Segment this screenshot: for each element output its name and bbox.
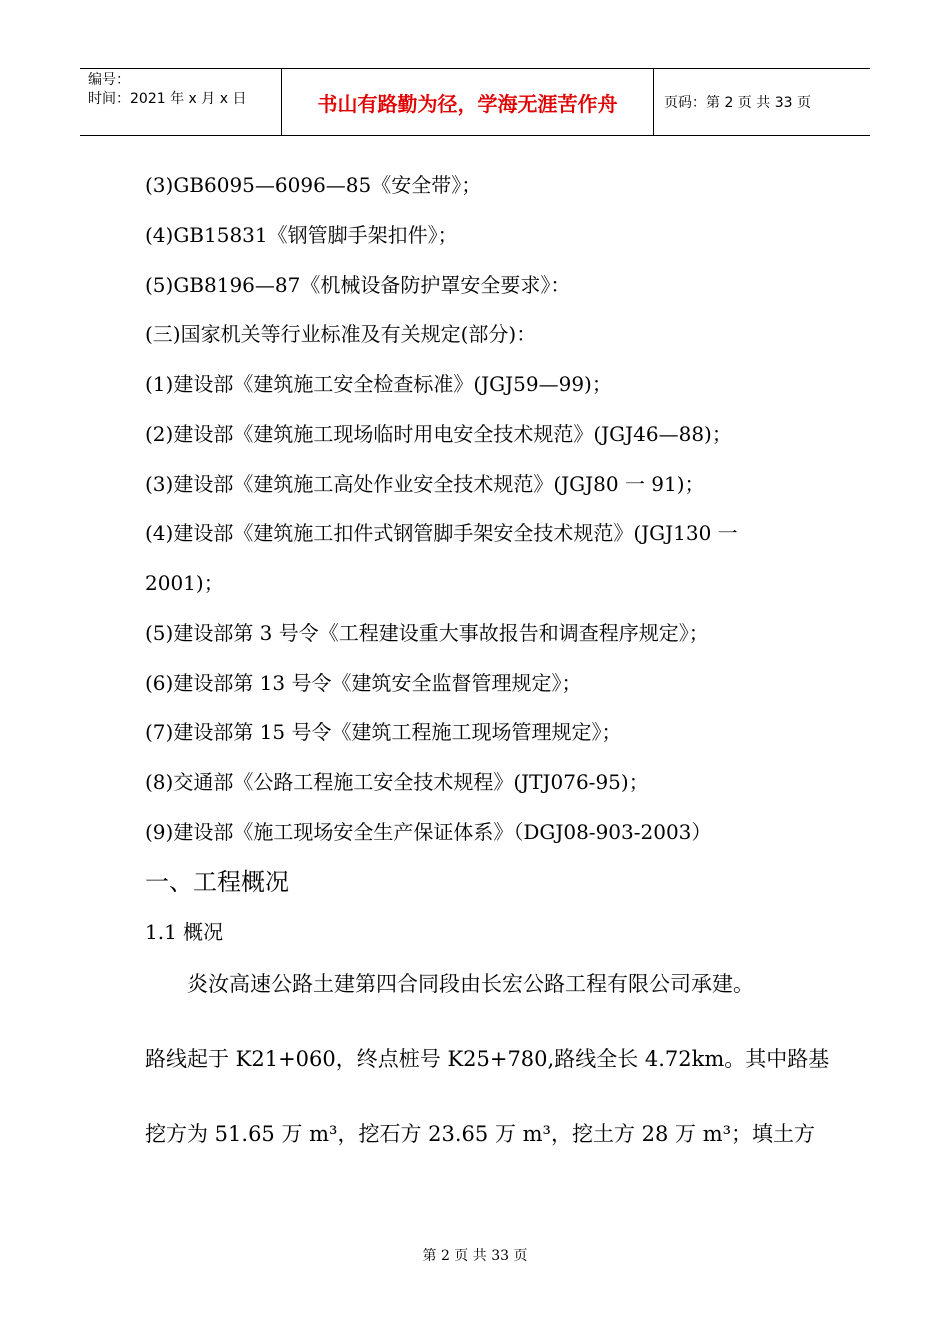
- document-number-label: 编号：: [88, 72, 130, 88]
- body-line: 挖方为 51.65 万 m³，挖石方 23.65 万 m³，挖土方 28 万 m³；填土方: [145, 1122, 816, 1146]
- standard-line: (9)建设部《施工现场安全生产保证体系》（DGJ08-903-2003）: [145, 820, 712, 844]
- standard-line: (7)建设部第 15 号令《建筑工程施工现场管理规定》；: [145, 720, 622, 744]
- document-time-label: 时间：2021 年 x 月 x 日: [88, 91, 247, 107]
- standard-line-continuation: 2001)；: [145, 571, 224, 595]
- standard-line: (5)建设部第 3 号令《工程建设重大事故报告和调查程序规定》；: [145, 621, 709, 645]
- page-footer: 第 2 页 共 33 页: [422, 1248, 528, 1264]
- standard-line: (3)建设部《建筑施工高处作业安全技术规范》(JGJ80 一 91)；: [145, 472, 705, 496]
- body-line: 路线起于 K21+060，终点桩号 K25+780,路线全长 4.72km。其中路基: [145, 1047, 830, 1071]
- standard-line: (6)建设部第 13 号令《建筑安全监督管理规定》；: [145, 671, 582, 695]
- standard-line: (8)交通部《公路工程施工安全技术规程》(JTJ076-95)；: [145, 770, 649, 794]
- body-line: 炎汝高速公路土建第四合同段由长宏公路工程有限公司承建。: [145, 972, 754, 996]
- standard-line: (5)GB8196—87《机械设备防护罩安全要求》：: [145, 273, 571, 297]
- standard-line: (2)建设部《建筑施工现场临时用电安全技术规范》(JGJ46—88)；: [145, 422, 732, 446]
- section-heading: 一、工程概况: [145, 868, 289, 896]
- standard-line: (4)GB15831《钢管脚手架扣件》；: [145, 223, 458, 247]
- standard-line: (1)建设部《建筑施工安全检查标准》(JGJ59—99)；: [145, 372, 612, 396]
- page-header: [80, 68, 870, 136]
- header-motto: 书山有路勤为径，学海无涯苦作舟: [281, 69, 654, 135]
- subsection-heading: 1.1 概况: [145, 920, 224, 944]
- header-meta: [80, 69, 281, 135]
- header-page-info: 页码：第 2 页 共 33 页: [664, 95, 811, 111]
- standard-line: (4)建设部《建筑施工扣件式钢管脚手架安全技术规范》(JGJ130 一: [145, 521, 738, 545]
- standard-line: (3)GB6095—6096—85《安全带》；: [145, 173, 482, 197]
- standard-group-heading: (三)国家机关等行业标准及有关规定(部分)：: [145, 322, 537, 346]
